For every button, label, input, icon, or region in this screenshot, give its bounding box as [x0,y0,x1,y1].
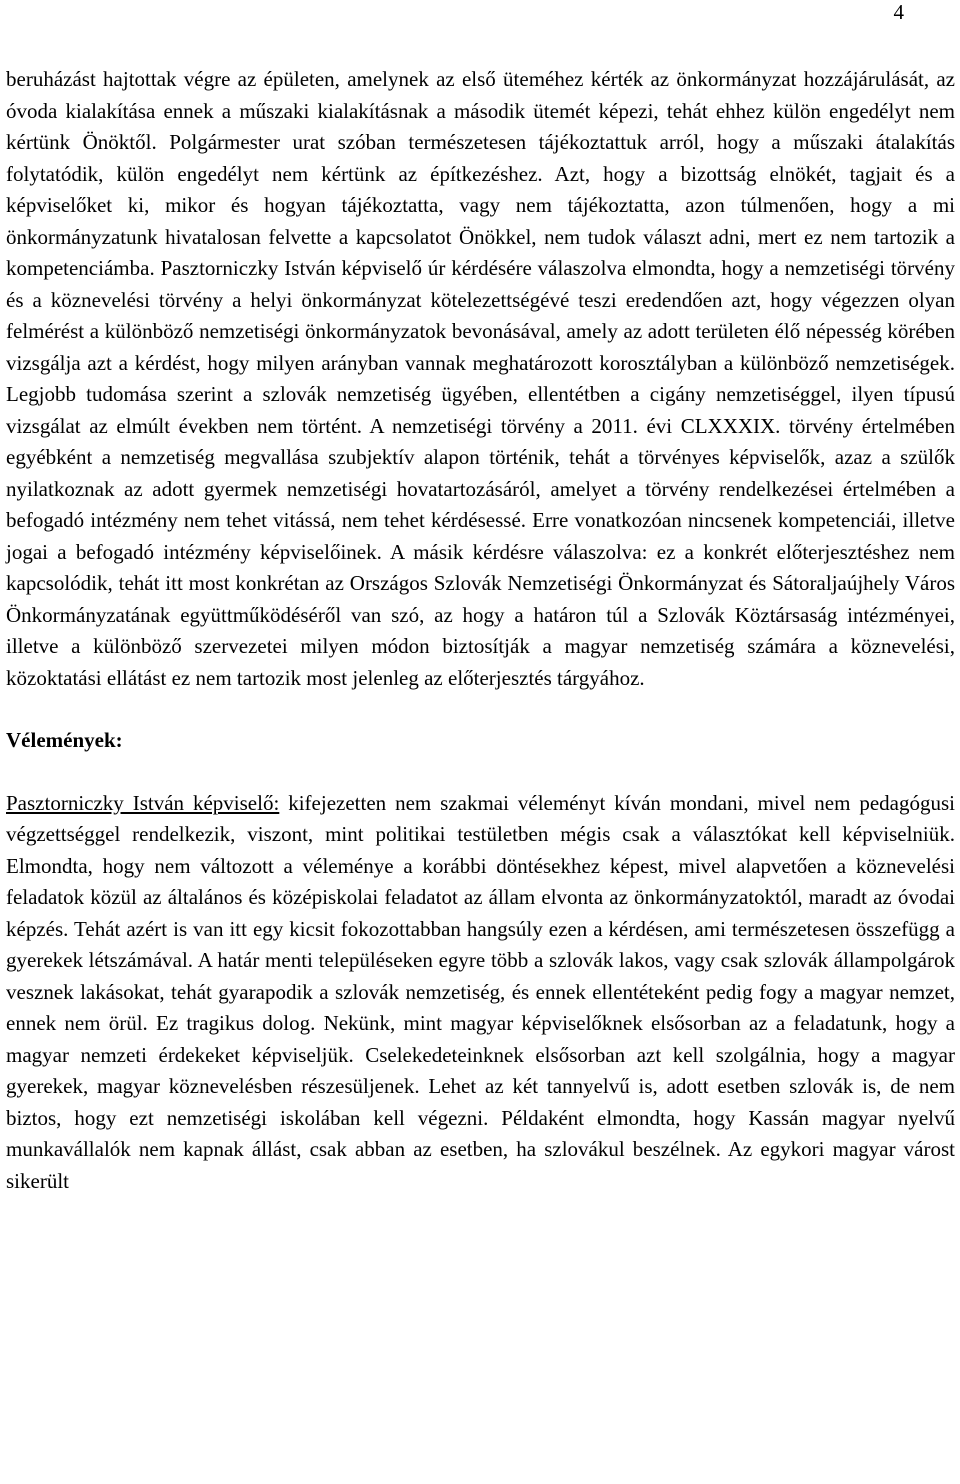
section-heading-opinions: Vélemények: [6,728,123,752]
document-body [6,64,955,1197]
opinion-text: kifejezetten nem szakmai véleményt kíván mondani, mivel nem pedagógusi végzettséggel rendelkezik, viszont, mint politikai testületben mégis csak a választókat kell képviselniük. Elmondta, hogy nem változott a véleménye a korábbi döntésekhez képest, mivel alapvetően a köznevelési feladatok közül az általános és középiskolai feladatot az állam elvonta az önkormányzatoktól, maradt az óvodai képzés. Tehát azért is van itt egy kicsit fokozottabban hangsúly ezen a kérdésen, ami természetesen összefügg a gyerekek létszámával. A határ menti településeken egyre több a szlovák lakos, vagy csak szlovák állampolgárok vesznek lakásokat, tehát gyarapodik a szlovák nemzetiség, és ennek ellentéteként pedig fogy a magyar nemzet, ennek nem örül. Ez tragikus dolog. Nekünk, mint magyar képviselőknek elsősorban az a feladatunk, hogy a magyar nemzeti érdekeket képviseljük. Cselekedeteinknek elsősorban azt kell szolgálnia, hogy a magyar gyerekek, magyar köznevelésben részesüljenek. Lehet az két tannyelvű is, adott esetben szlovák is, de nem biztos, hogy ezt nemzetiségi iskolában kell végezni. Példaként elmondta, hogy Kassán magyar nyelvű munkavállalók nem kapnak állást, csak abban az esetben, ha szlovákul beszélnek. Az egykori magyar várost sikerült [6,790,956,1193]
speaker-name: Pasztorniczky István képviselő: [6,790,280,815]
paragraph-opinion [6,788,955,1198]
paragraph-response: beruházást hajtottak végre az épületen, amelynek az első üteméhez kérték az önkormányzat hozzájárulását, az óvoda kialakítása ennek a műszaki kialakításnak a második ütemét képezi, tehát ehhez külön engedélyt nem kértünk Önöktől. Polgármester urat szóban természetesen tájékoztattuk arról, hogy a műszaki átalakítás folytatódik, külön engedélyt nem kértünk az építkezéshez. Azt, hogy a bizottság elnökét, tagjait és a képviselőket ki, mikor és hogyan tájékoztatta, vagy nem tájékoztatta, azon túlmenően, hogy a mi önkormányzatunk hivatalosan felvette a kapcsolatot Önökkel, nem tudok választ adni, mert ez nem tartozik a kompetenciámba. Pasztorniczky István képviselő úr kérdésére válaszolva elmondta, hogy a nemzetiségi törvény és a köznevelési törvény a helyi önkormányzat kötelezettségévé teszi eredendően azt, hogy végezzen olyan felmérést a különböző nemzetiségi önkormányzatok bevonásával, amely az adott területen élő népesség körében vizsgálja azt a kérdést, hogy milyen arányban vannak meghatározott korosztályban a különböző nemzetiségek. Legjobb tudomása szerint a szlovák nemzetiség ügyében, ellentétben a cigány nemzetiséggel, ilyen típusú vizsgálat az elmúlt években nem történt. A nemzetiségi törvény a 2011. évi CLXXXIX. törvény értelmében egyébként a nemzetiség megvallása szubjektív alapon történik, tehát a törvényes képviselők, azaz a szülők nyilatkoznak az adott gyermek nemzetiségi hovatartozásáról, amelyet a törvény rendelkezései értelmében a befogadó intézmény nem tehet vitássá, nem tehet kérdésessé. Erre vonatkozóan nincsenek kompetenciái, illetve jogai a befogadó intézmény képviselőinek. A másik kérdésre válaszolva: ez a konkrét előterjesztéshez nem kapcsolódik, tehát itt most konkrétan az Országos Szlovák Nemzetiségi Önkormányzat és Sátoraljaújhely Város Önkormányzatának együttműködéséről van szó, az hogy a határon túl a Szlovák Köztársaság intézményei, illetve a különböző szervezetei milyen módon biztosítják a magyar nemzetiség számára a köznevelési, közoktatási ellátást ez nem tartozik most jelenleg az előterjesztés tárgyához. [6,67,955,690]
page-number: 4 [893,0,904,24]
